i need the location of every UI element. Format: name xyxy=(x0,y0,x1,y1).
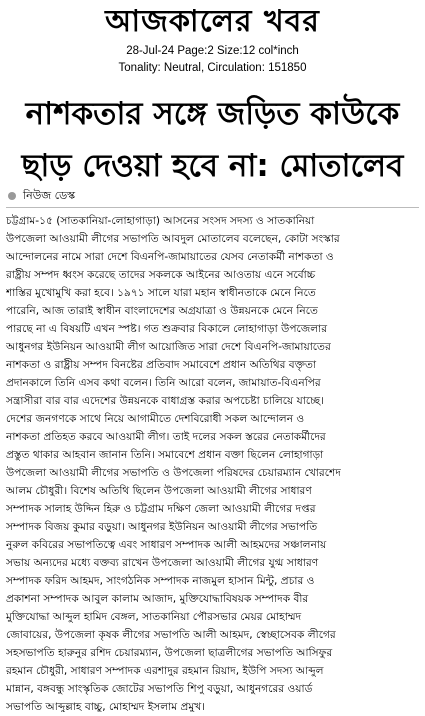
article-body-line: জোবায়ের, উপজেলা কৃষক লীগের সভাপতি আলী আহমদ, স্বেচ্ছাসেবক লীগের xyxy=(6,629,336,641)
article-body-line: সম্পাদক সালাহ উদ্দিন হিরু ও চট্টগ্রাম দক্ষিণ জেলা আওয়ামী লীগের দপ্তর xyxy=(6,503,316,515)
article-body-line: সভাপতি আব্দুল্লাহ বাচ্চু, মোহাম্মদ ইসলাম প্রমুখ। xyxy=(6,701,205,712)
byline-divider xyxy=(6,207,419,208)
article-body-line: সম্পাদক বিজয় কুমার বড়ুয়া। আধুনগর ইউনিয়ন আওয়ামী লীগের সভাপতি xyxy=(6,521,318,533)
article-body-line: মান্নান, বঙ্গবন্ধু সাংস্কৃতিক জোটের সভাপতি শিপু বড়ুয়া, আধুনগরের ওয়ার্ড xyxy=(6,683,313,695)
article-body-line: রহমান চৌধুরী, সাধারণ সম্পাদক এরশাদুর রহমান রিয়াদ, ইউপি সদস্য আব্দুল xyxy=(6,665,324,677)
article-body-line: আন্দোলনের নামে সারা দেশে বিএনপি-জামায়াতের যেসব নেতাকর্মী নাশকতা ও xyxy=(6,251,334,263)
clipping-meta-date-page: 28-Jul-24 Page:2 Size:12 col*inch xyxy=(126,45,299,57)
article-body-line: উপজেলা আওয়ামী লীগের সভাপতি আবদুল মোতালেব বলেছেন, কোটা সংস্কার xyxy=(6,233,340,245)
article-body-line: সহসভাপতি হারুনুর রশিদ চেয়ারম্যান, উপজেলা ছাত্রলীগের সভাপতি আসিফুর xyxy=(6,647,333,659)
article-body-line: প্রকাশনা সম্পাদক আবুল কালাম আজাদ, মুক্তিযোদ্ধাবিষয়ক সম্পাদক বীর xyxy=(6,593,309,605)
article-body-line: চট্টগ্রাম-১৫ (সাতকানিয়া-লোহাগাড়া) আসনের সংসদ সদস্য ও সাতকানিয়া xyxy=(6,215,315,227)
article-body-line: উপজেলা আওয়ামী লীগের সভাপতি ও উপজেলা পরিষদের চেয়ারম্যান খোরশেদ xyxy=(6,467,341,479)
article-body-line: নুরুল কবিরের সভাপতিত্বে এবং সাধারণ সম্পাদক আলী আহমদের সঞ্চালনায় xyxy=(6,539,327,551)
article-body-line: মুক্তিযোদ্ধা আব্দুল হামিদ বেঙ্গল, সাতকানিয়া পৌরসভার মেয়র মোহাম্মদ xyxy=(6,611,302,623)
article-body-line: প্রস্তুত থাকার আহবান জানান তিনি। সমাবেশে প্রধান বক্তা ছিলেন লোহাগাড়া xyxy=(6,449,324,461)
bullet-dot-icon xyxy=(8,192,16,200)
article-body-line: নাশকতা প্রতিহত করবে আওয়ামী লীগ। তাই দলের সকল স্তরের নেতাকর্মীদের xyxy=(6,431,326,443)
article-body-line: আলম চৌধুরী। বিশেষ অতিথি ছিলেন উপজেলা আওয়ামী লীগের সাধারণ xyxy=(6,485,312,497)
clipping-meta-tonality: Tonality: Neutral, Circulation: 151850 xyxy=(118,62,307,74)
article-body-line: সভায় অন্যদের মধ্যে বক্তব্য রাখেন উপজেলা আওয়ামী লীগের যুগ্ম সাধারণ xyxy=(6,557,319,569)
article-body-line: রাষ্ট্রীয় সম্পদ ধ্বংস করেছে তাদের সকলকে আইনের আওতায় এনে সর্বোচ্চ xyxy=(6,269,316,281)
article-body-line: সম্পাদক ফরিদ আহমদ, সাংগঠনিক সম্পাদক নাজমুল হাসান মিন্টু, প্রচার ও xyxy=(6,575,315,587)
article-body xyxy=(6,212,419,712)
byline xyxy=(8,187,75,205)
article-body-line: আধুনগর ইউনিয়ন আওয়ামী লীগ আয়োজিত সারা দেশে বিএনপি-জামায়াতের xyxy=(6,341,331,353)
newspaper-masthead: আজকালের খবর xyxy=(105,4,320,39)
article-body-line: পারছে না এ বিষয়টি এখন স্পষ্ট। গত শুক্রবার বিকালে লোহাগাড়া উপজেলার xyxy=(6,323,328,335)
article-body-line: সন্ত্রাসীরা বার বার এদেশের উন্নয়নকে বাধাগ্রস্ত করার অপচেষ্টা চালিয়ে যাচ্ছে। xyxy=(6,395,324,407)
byline-text: নিউজ ডেস্ক xyxy=(23,189,76,202)
article-body-line: নাশকতা ও রাষ্ট্রীয় সম্পদ বিনষ্টের প্রতিবাদ সমাবেশে প্রধান অতিথির বক্তৃতা xyxy=(6,359,317,371)
headline-line-1: নাশকতার সঙ্গে জড়িত কাউকে xyxy=(25,96,400,132)
article-body-line: শাস্তির মুখোমুখি করা হবে। ১৯৭১ সালে যারা মহান স্বাধীনতাকে মেনে নিতে xyxy=(6,287,316,299)
article-body-line: প্রদানকালে তিনি এসব কথা বলেন। তিনি আরো বলেন, জামায়াত-বিএনপির xyxy=(6,377,321,389)
article-body-line: পারেনি, আজ তারাই স্বাধীন বাংলাদেশের অগ্রযাত্রা ও উন্নয়নকে মেনে নিতে xyxy=(6,305,318,317)
article-body-line: দেশের জনগণকে সাথে নিয়ে আগামীতে দেশবিরোধী সকল আন্দোলন ও xyxy=(6,413,305,425)
headline-line-2: ছাড় দেওয়া হবে না: মোতালেব xyxy=(21,148,404,184)
